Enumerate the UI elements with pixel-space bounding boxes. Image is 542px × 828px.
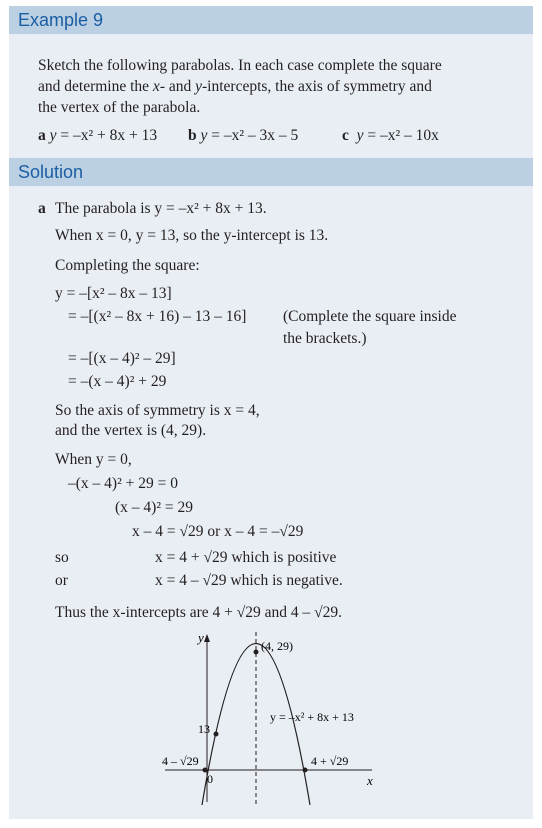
solution-line-3: Completing the square: [55, 257, 200, 274]
part-b: b y = –x² – 3x – 5 [188, 127, 299, 144]
equation-4: x = 4 + √29 which is positive [155, 549, 337, 566]
note-line-2: the brackets.) [283, 330, 367, 347]
y-intercept-label: 13 [198, 722, 210, 736]
so-label: so [55, 549, 69, 566]
problem-line-1: Sketch the following parabolas. In each case complete the square [38, 57, 442, 74]
axis-line-1: So the axis of symmetry is x = 4, [55, 402, 260, 419]
right-x-intercept-label: 4 + √29 [311, 754, 349, 768]
step-3: = –[(x – 4)² – 29] [68, 350, 176, 367]
y-axis-label: y [198, 630, 204, 645]
left-x-intercept-label: 4 – √29 [162, 754, 199, 768]
solution-part-label: a [38, 200, 46, 217]
intercepts-line: Thus the x-intercepts are 4 + √29 and 4 – √29. [55, 604, 343, 621]
solution-line-1: The parabola is y = –x² + 8x + 13. [55, 200, 267, 217]
axis-line-2: and the vertex is (4, 29). [55, 422, 207, 439]
vertex-label: (4, 29) [261, 639, 293, 653]
solution-line-2: When x = 0, y = 13, so the y-intercept is 13. [55, 227, 329, 244]
part-a: a y = –x² + 8x + 13 [38, 127, 158, 144]
y-intercept-point [214, 732, 219, 737]
equation-3: x – 4 = √29 or x – 4 = –√29 [132, 523, 304, 540]
equation-5: x = 4 – √29 which is negative. [155, 572, 343, 589]
vertex-point [254, 650, 259, 655]
step-1: y = –[x² – 8x – 13] [55, 285, 172, 302]
when-y-zero: When y = 0, [55, 451, 132, 468]
y-axis-arrow [204, 634, 210, 642]
equation-1: –(x – 4)² + 29 = 0 [68, 475, 178, 492]
note-line-1: (Complete the square inside [283, 308, 457, 325]
or-label: or [55, 572, 68, 589]
part-c: c y = –x² – 10x [342, 127, 439, 144]
example-title: Example 9 [18, 10, 104, 30]
origin-label: 0 [207, 772, 213, 786]
problem-line-2: and determine the x- and y-intercepts, the axis of symmetry and [38, 78, 432, 95]
equation-2: (x – 4)² = 29 [115, 499, 193, 516]
step-4: = –(x – 4)² + 29 [68, 373, 167, 390]
step-2: = –[(x² – 8x + 16) – 13 – 16] [68, 308, 247, 325]
x-axis-label: x [367, 773, 373, 788]
problem-line-3: the vertex of the parabola. [38, 99, 201, 116]
solution-title: Solution [18, 162, 84, 182]
curve-label: y = –x² + 8x + 13 [270, 710, 354, 724]
right-x-intercept-point [303, 768, 308, 773]
